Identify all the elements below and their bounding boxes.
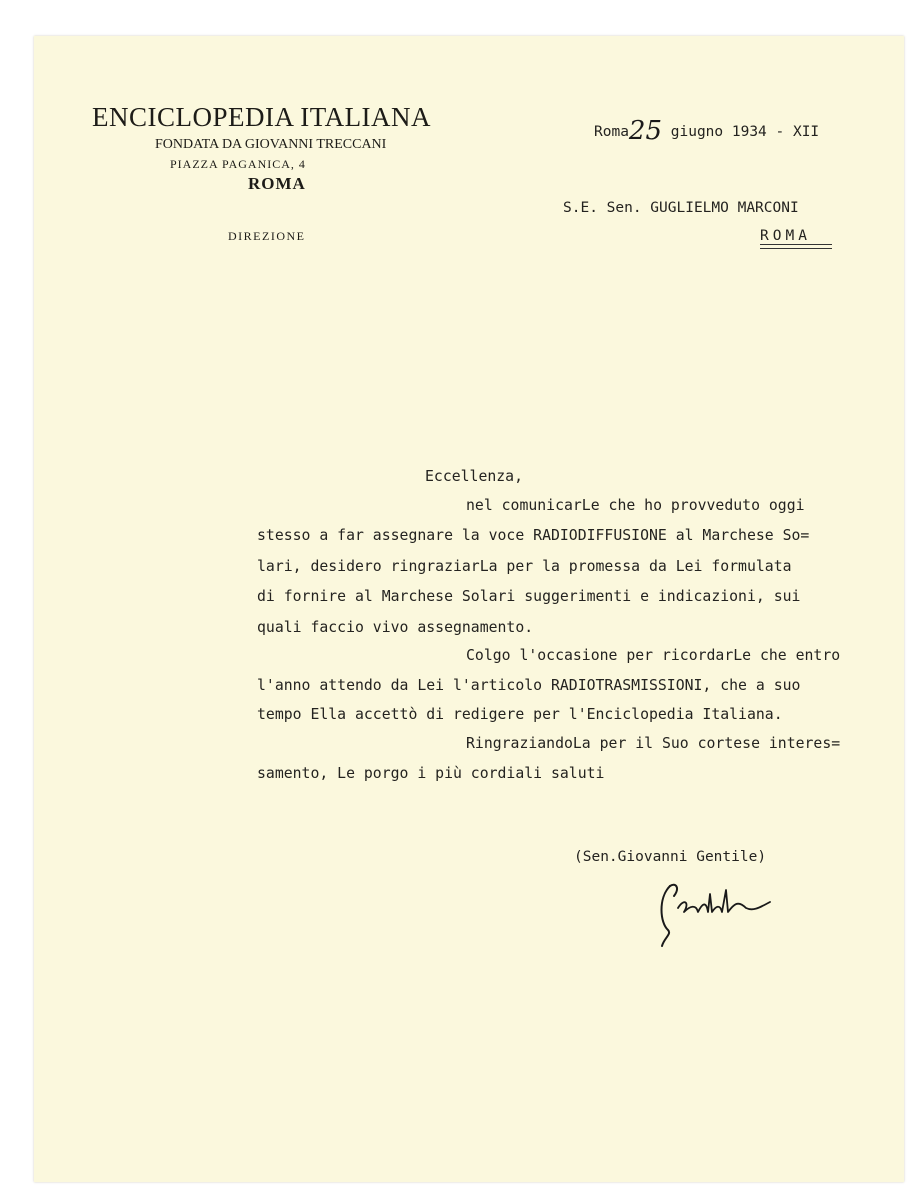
letter-date: [594, 113, 820, 146]
body-line: nel comunicarLe che ho provveduto oggi: [466, 497, 805, 514]
letterhead-address: PIAZZA PAGANICA, 4: [170, 157, 306, 171]
letterhead-city: ROMA: [248, 174, 306, 193]
body-line: Colgo l'occasione per ricordarLe che entro: [466, 647, 841, 664]
body-line: samento, Le porgo i più cordiali saluti: [257, 765, 605, 782]
addressee-city: ROMA: [760, 228, 811, 244]
addressee-name: S.E. Sen. GUGLIELMO MARCONI: [563, 200, 799, 216]
letterhead-title: ENCICLOPEDIA ITALIANA: [92, 102, 432, 132]
letterhead-subtitle: FONDATA DA GIOVANNI TRECCANI: [155, 137, 387, 152]
letterhead-department: DIREZIONE: [228, 229, 306, 243]
body-line: tempo Ella accettò di redigere per l'Enciclopedia Italiana.: [257, 706, 783, 723]
closing-signatory: (Sen.Giovanni Gentile): [574, 849, 767, 865]
date-day-handwritten: 25: [628, 116, 663, 146]
body-line: stesso a far assegnare la voce RADIODIFFUSIONE al Marchese So=: [257, 527, 810, 544]
body-line: di fornire al Marchese Solari suggerimenti e indicazioni, sui: [257, 588, 801, 605]
body-line: l'anno attendo da Lei l'articolo RADIOTRASMISSIONI, che a suo: [257, 677, 801, 694]
body-line: lari, desidero ringraziarLa per la promessa da Lei formulata: [257, 558, 792, 575]
body-line: RingraziandoLa per il Suo cortese interes=: [466, 735, 841, 752]
date-rest: giugno 1934 - XII: [670, 124, 820, 140]
addressee-city-underline: [760, 244, 832, 249]
date-place: Roma: [594, 124, 629, 140]
body-line: quali faccio vivo assegnamento.: [257, 619, 534, 636]
handwritten-signature: [650, 868, 780, 948]
salutation: Eccellenza,: [425, 468, 523, 485]
